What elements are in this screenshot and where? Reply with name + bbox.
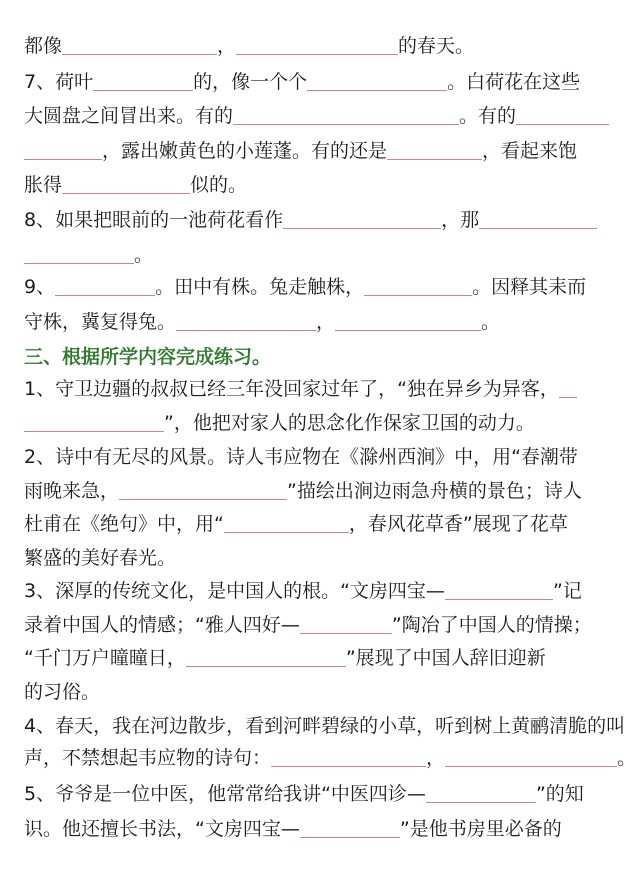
answer-blank[interactable] [559,397,577,398]
text-line [24,509,568,539]
answer-blank[interactable] [236,54,398,55]
line-text: ”陶冶了中国人的情操； [391,614,592,636]
text-line [24,101,609,131]
line-text: 似的。 [190,174,248,196]
answer-blank[interactable] [364,295,472,296]
line-text: ”记 [552,580,582,602]
answer-blank[interactable] [176,330,316,331]
text-line [24,743,636,773]
line-text: 。 [481,311,501,333]
line-text: 。因释其耒而 [472,276,587,298]
line-text: 的，像一个个 [193,71,308,93]
line-text: ”是他书房里必备的 [399,818,562,840]
line-text: 9、 [24,276,56,298]
line-text: ”，他把对家人的思念化作保家卫国的动力。 [164,412,535,434]
line-text: 3、深厚的传统文化，是中国人的根。“文房四宝— [24,580,445,602]
text-line [24,205,597,235]
line-text: 繁盛的美好春光。 [24,547,177,569]
line-text: 胀得 [24,174,63,196]
answer-blank[interactable] [55,295,155,296]
answer-blank[interactable] [224,532,349,533]
line-text: ”描绘出涧边雨急舟横的景色；诗人 [287,480,582,502]
line-text: 大圆盘之间冒出来。有的 [24,105,234,127]
line-text: 2、诗中有无尽的风景。诗人韦应物在《滁州西涧》中，用“春潮带 [24,446,578,468]
answer-blank[interactable] [300,633,392,634]
text-line [24,779,584,809]
text-line [24,476,582,506]
line-text: 雨晚来急， [24,480,120,502]
text-line [24,307,500,337]
section-heading [24,342,271,372]
text-line [24,814,562,844]
line-text: ”的知 [535,783,584,805]
line-text: 声，不禁想起韦应物的诗句： [24,747,272,769]
answer-blank[interactable] [119,499,287,500]
line-text: 识。他还擅长书法，“文房四宝— [24,818,300,840]
text-line [24,272,586,302]
line-text: 5、爷爷是一位中医，他常常给我讲“中医四诊— [24,783,426,805]
text-line [24,576,582,606]
answer-blank[interactable] [62,193,190,194]
answer-blank[interactable] [283,228,441,229]
line-text: “千门万户曈曈日， [24,647,186,669]
text-line [24,67,580,97]
line-text: ，那 [441,209,480,231]
line-text: 杜甫在《绝句》中，用“ [24,513,224,535]
answer-blank[interactable] [62,54,217,55]
answer-blank[interactable] [516,124,609,125]
answer-blank[interactable] [445,599,553,600]
answer-blank[interactable] [426,802,536,803]
line-text: 录着中国人的情感；“雅人四好— [24,614,300,636]
text-line [24,442,578,472]
answer-blank[interactable] [387,159,482,160]
text-line [24,643,546,673]
line-text: 都像 [24,35,63,57]
answer-blank[interactable] [93,90,193,91]
line-text: 的春天。 [398,35,475,57]
text-line [24,711,625,741]
line-text: 三、根据所学内容完成练习。 [24,346,272,368]
text-line [24,170,247,200]
text-line [24,677,100,707]
line-text: 8、如果把眼前的一池荷花看作 [24,209,284,231]
answer-blank[interactable] [271,766,426,767]
line-text: ， [426,747,446,769]
line-text: ”展现了中国人辞旧迎新 [345,647,546,669]
line-text: 。有的 [459,105,517,127]
line-text: 守株，冀复得兔。 [24,311,177,333]
line-text: ，露出嫩黄色的小莲蓬。有的还是 [102,140,388,162]
answer-blank[interactable] [24,159,102,160]
text-line [24,408,535,438]
answer-blank[interactable] [233,124,459,125]
text-line [24,31,474,61]
line-text: 的习俗。 [24,681,101,703]
line-text: 7、荷叶 [24,71,94,93]
answer-blank[interactable] [335,330,481,331]
answer-blank[interactable] [24,431,164,432]
answer-blank[interactable] [24,263,134,264]
line-text: 。 [134,244,154,266]
line-text: ， [316,311,336,333]
text-line [24,610,592,640]
text-line [24,240,153,270]
answer-blank[interactable] [479,228,597,229]
line-text: 4、春天，我在河边散步，看到河畔碧绿的小草，听到树上黄鹂清脆的叫 [24,715,626,737]
text-line [24,374,577,404]
answer-blank[interactable] [186,666,346,667]
line-text: 。白荷花在这些 [447,71,581,93]
line-text: 。田中有株。兔走触株， [155,276,365,298]
line-text: 。 [617,747,637,769]
line-text: ，春风花草香”展现了花草 [348,513,568,535]
answer-blank[interactable] [307,90,447,91]
text-line [24,543,176,573]
line-text: 1、守卫边疆的叔叔已经三年没回家过年了，“独在异乡为异客， [24,378,559,400]
answer-blank[interactable] [300,837,400,838]
line-text: ，看起来饱 [482,140,578,162]
line-text: ， [217,35,237,57]
answer-blank[interactable] [445,766,617,767]
text-line [24,136,577,166]
